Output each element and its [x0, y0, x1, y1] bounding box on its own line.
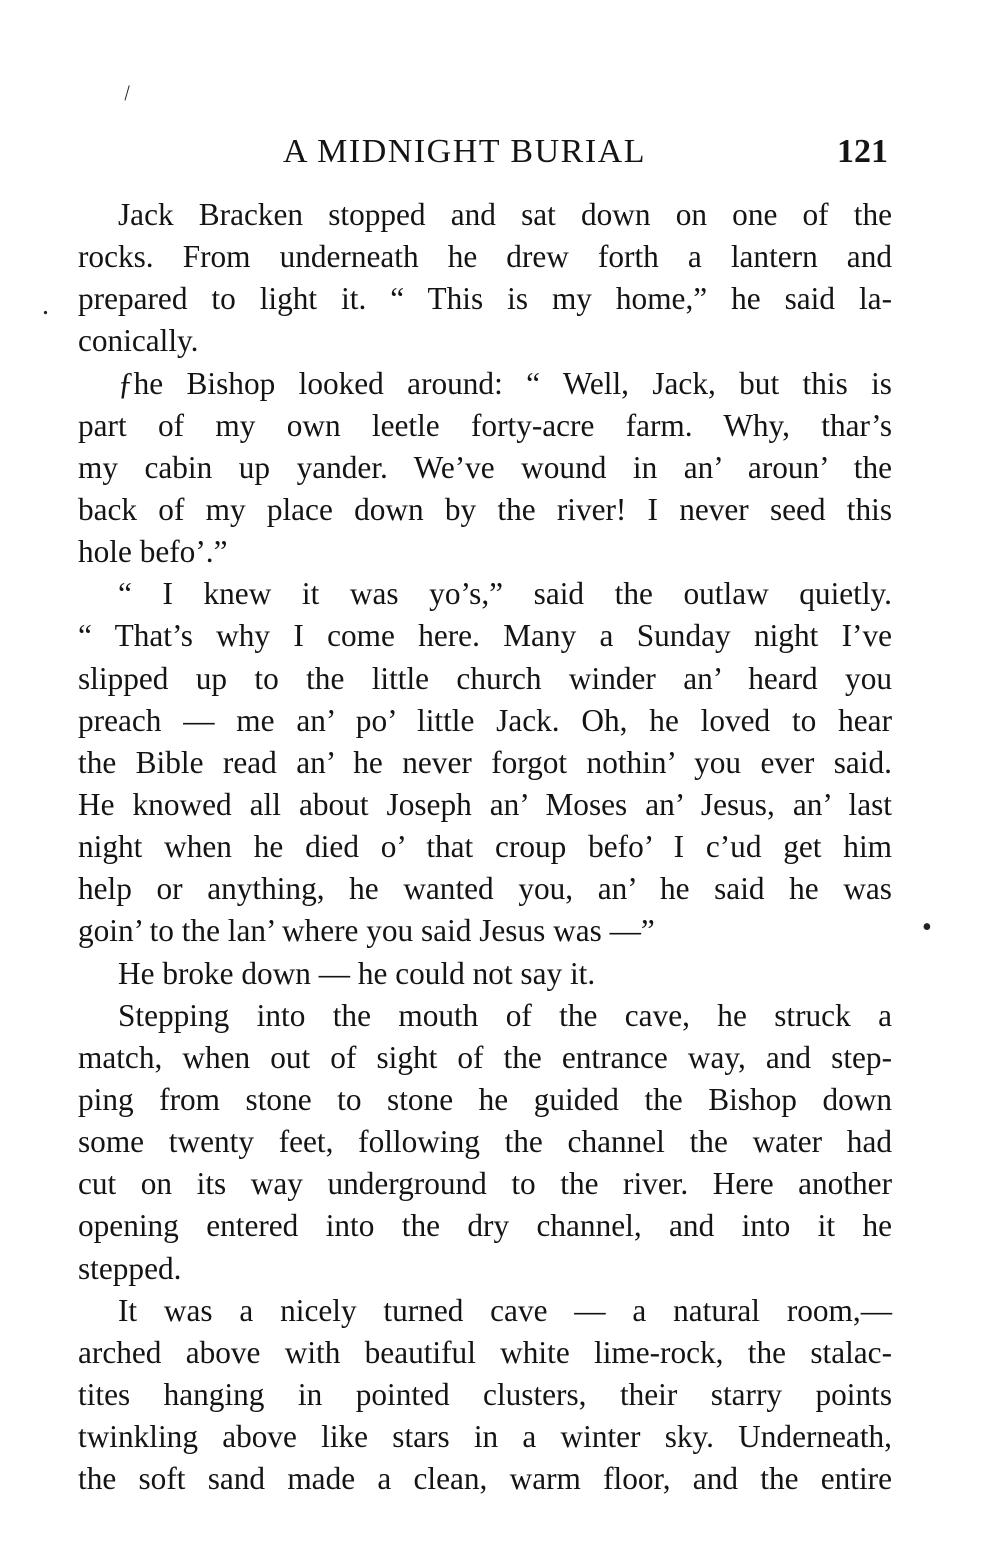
- text-line: my cabin up yander. We’ve wound in an’ aroun’ the: [78, 449, 892, 485]
- text-line: stepped.: [78, 1250, 182, 1286]
- text-line: back of my place down by the river! I never seed this: [78, 491, 892, 527]
- running-head: [78, 128, 888, 176]
- text-line: slipped up to the little church winder an’ heard you: [78, 660, 892, 696]
- text-line: He broke down — he could not say it.: [118, 955, 596, 991]
- running-title: A MIDNIGHT BURIAL: [283, 133, 646, 170]
- text-line: night when he died o’ that croup befo’ I c’ud get him: [78, 829, 892, 865]
- stray-mark-right-margin: •: [922, 912, 932, 943]
- text-line: the Bible read an’ he never forgot nothin’ you ever said.: [78, 744, 892, 780]
- text-line: rocks. From underneath he drew forth a lantern and: [78, 239, 892, 275]
- text-line: ping from stone to stone he guided the Bishop down: [78, 1081, 892, 1117]
- text-line: cut on its way underground to the river. Here another: [78, 1166, 892, 1202]
- text-line: match, when out of sight of the entrance way, and step-: [78, 1039, 892, 1075]
- text-line: goin’ to the lan’ where you said Jesus was —”: [78, 913, 655, 949]
- text-line: part of my own leetle forty-acre farm. Why, thar’s: [78, 407, 892, 443]
- text-line: Stepping into the mouth of the cave, he struck a: [118, 997, 892, 1033]
- text-line: ƒhe Bishop looked around: “ Well, Jack, but this is: [118, 365, 892, 401]
- stray-mark-top-left: \: [117, 80, 138, 105]
- text-line: hole befo’.”: [78, 534, 228, 570]
- text-line: help or anything, he wanted you, an’ he said he was: [78, 871, 892, 907]
- text-line: prepared to light it. “ This is my home,” he said la-: [78, 281, 892, 317]
- text-line: twinkling above like stars in a winter sky. Underneath,: [78, 1419, 892, 1455]
- text-line: arched above with beautiful white lime-rock, the stalac-: [78, 1334, 892, 1370]
- text-line: some twenty feet, following the channel the water had: [78, 1124, 892, 1160]
- text-line: “ I knew it was yo’s,” said the outlaw quietly.: [118, 576, 892, 612]
- text-line: tites hanging in pointed clusters, their starry points: [78, 1376, 892, 1412]
- text-line: “ That’s why I come here. Many a Sunday night I’ve: [78, 618, 892, 654]
- text-line: It was a nicely turned cave — a natural room,—: [118, 1292, 892, 1328]
- stray-mark-left-margin: .: [42, 290, 49, 321]
- text-line: He knowed all about Joseph an’ Moses an’ Jesus, an’ last: [78, 786, 892, 822]
- body-text: [78, 194, 892, 1500]
- text-line: Jack Bracken stopped and sat down on one of the: [118, 197, 892, 232]
- text-line: preach — me an’ po’ little Jack. Oh, he loved to hear: [78, 702, 892, 738]
- text-line: conically.: [78, 323, 199, 359]
- text-line: the soft sand made a clean, warm floor, and the entire: [78, 1461, 892, 1497]
- page-number: 121: [837, 133, 888, 170]
- text-line: opening entered into the dry channel, and into it he: [78, 1208, 892, 1244]
